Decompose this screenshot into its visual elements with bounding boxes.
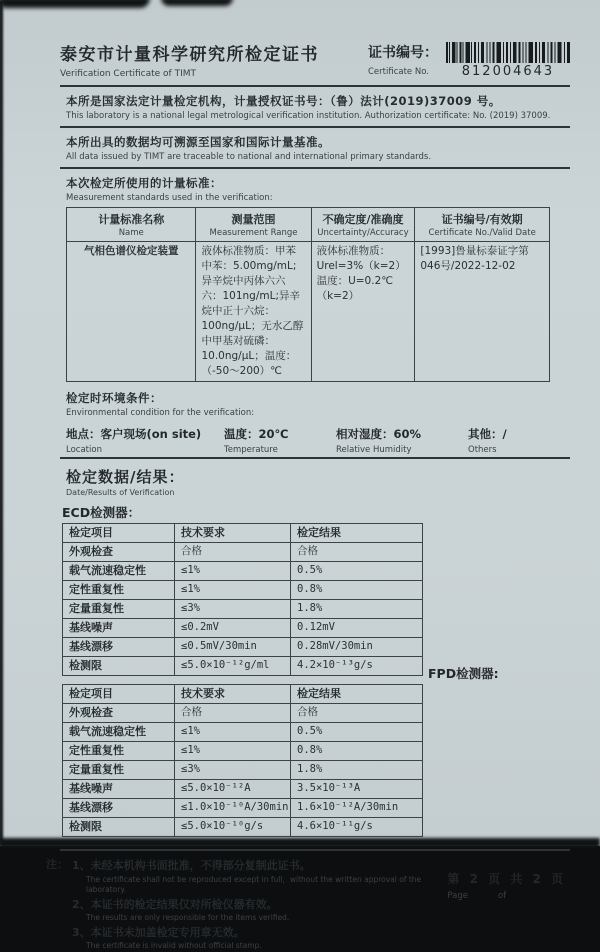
authorization-statement-cn: 本所是国家法定计量检定机构，计量授权证书号：（鲁）法计(2019)37009 号。 bbox=[66, 94, 501, 108]
note-item bbox=[72, 924, 447, 950]
table-row bbox=[63, 543, 423, 562]
barcode-icon bbox=[446, 42, 570, 63]
env-location-label-en: Location bbox=[66, 445, 102, 455]
requirement-cell: ≤5.0×10⁻¹⁰g/s bbox=[175, 818, 291, 837]
header-label-cn: 计量标准名称 bbox=[98, 213, 165, 226]
table-header-cell bbox=[67, 208, 196, 242]
item-cell: 基线噪声 bbox=[63, 780, 175, 799]
footer-notes-section bbox=[46, 856, 570, 952]
result-cell: 1.6×10⁻¹²A/30min bbox=[291, 799, 423, 818]
item-cell: 定性重复性 bbox=[63, 742, 175, 761]
fpd-detector-label: FPD检测器: bbox=[428, 666, 499, 681]
requirement-cell: ≤5.0×10⁻¹²A bbox=[175, 780, 291, 799]
divider bbox=[60, 126, 570, 128]
ecd-results-table bbox=[62, 523, 423, 676]
table-row bbox=[63, 780, 423, 799]
note-cn: 3、本证书未加盖检定专用章无效。 bbox=[72, 926, 245, 939]
env-humidity-value: 相对湿度：60% bbox=[336, 427, 422, 441]
certificate-number-label-cn: 证书编号： bbox=[368, 45, 438, 61]
notes-block bbox=[46, 856, 447, 952]
standards-section-title bbox=[66, 175, 570, 203]
result-cell: 合格 bbox=[291, 704, 423, 723]
table-row bbox=[63, 742, 423, 761]
barcode-block bbox=[446, 42, 570, 79]
result-cell: 0.5% bbox=[291, 723, 423, 742]
requirement-cell: ≤3% bbox=[175, 761, 291, 780]
table-row bbox=[63, 723, 423, 742]
certificate-title-en: Verification Certificate of TIMT bbox=[60, 69, 196, 79]
traceability-statement bbox=[66, 134, 570, 162]
measurement-range-cell: 液体标准物质：甲苯中苯：5.00mg/mL;异辛烷中丙体六六六：101ng/mL;异辛烷中正十六烷：100ng/μL；无水乙醇中甲基对硫磷：10.0ng/μL；温度：（-50～200）℃ bbox=[196, 242, 311, 382]
photo-background-edge bbox=[0, 0, 3, 846]
environment-title-cn: 检定时环境条件： bbox=[66, 391, 162, 405]
authorization-statement bbox=[66, 93, 570, 121]
result-cell: 3.5×10⁻¹³A bbox=[291, 780, 423, 799]
standards-title-cn: 本次检定所使用的计量标准： bbox=[66, 176, 222, 190]
item-cell: 外观检查 bbox=[63, 704, 175, 723]
photo-background-edge bbox=[0, 0, 150, 8]
result-cell: 0.8% bbox=[291, 742, 423, 761]
item-cell: 载气流速稳定性 bbox=[63, 723, 175, 742]
table-header-cell bbox=[196, 208, 311, 242]
table-row bbox=[63, 619, 423, 638]
table-header-row bbox=[63, 524, 423, 543]
env-location bbox=[66, 426, 224, 455]
certificate-title-cn: 泰安市计量科学研究所检定证书 bbox=[60, 45, 319, 65]
env-others bbox=[468, 426, 568, 455]
fpd-results-table bbox=[62, 684, 423, 837]
item-cell: 检测限 bbox=[63, 818, 175, 837]
uncertainty-cell: 液体标准物质：Urel=3%（k=2） 温度：U=0.2℃（k=2） bbox=[311, 242, 415, 382]
ecd-detector-label: ECD检测器： bbox=[62, 505, 141, 520]
traceability-statement-cn: 本所出具的数据均可溯源至国家和国际计量基准。 bbox=[66, 135, 330, 149]
table-header-cell: 技术要求 bbox=[175, 685, 291, 704]
item-cell: 定量重复性 bbox=[63, 600, 175, 619]
note-cn: 1、未经本机构书面批准，不得部分复制此证书。 bbox=[72, 859, 311, 872]
requirement-cell: ≤1% bbox=[175, 581, 291, 600]
item-cell: 基线漂移 bbox=[63, 799, 175, 818]
page-label: Page bbox=[447, 891, 468, 901]
page-number-block bbox=[447, 870, 566, 952]
standard-name-cell: 气相色谱仪检定装置 bbox=[67, 242, 196, 382]
table-row bbox=[63, 562, 423, 581]
header-label-en: Uncertainty/Accuracy bbox=[317, 228, 409, 238]
table-header-row bbox=[63, 685, 423, 704]
env-others-label-en: Others bbox=[468, 445, 497, 455]
result-cell: 1.8% bbox=[291, 600, 423, 619]
notes-label: 注： bbox=[46, 858, 68, 871]
requirement-cell: 合格 bbox=[175, 704, 291, 723]
note-item bbox=[72, 896, 447, 922]
requirement-cell: ≤0.5mV/30min bbox=[175, 638, 291, 657]
env-location-value: 地点：客户现场(on site) bbox=[66, 427, 202, 441]
requirement-cell: ≤1.0×10⁻¹⁰A/30min bbox=[175, 799, 291, 818]
title-block bbox=[60, 40, 319, 79]
table-row bbox=[63, 600, 423, 619]
table-header-cell: 检定结果 bbox=[291, 524, 423, 543]
note-item bbox=[72, 857, 447, 894]
requirement-cell: ≤0.2mV bbox=[175, 619, 291, 638]
result-cell: 4.6×10⁻¹¹g/s bbox=[291, 818, 423, 837]
divider bbox=[60, 457, 570, 459]
item-cell: 定量重复性 bbox=[63, 761, 175, 780]
item-cell: 基线漂移 bbox=[63, 638, 175, 657]
env-temperature-value: 温度：20℃ bbox=[224, 427, 289, 441]
result-cell: 合格 bbox=[291, 543, 423, 562]
table-header-cell: 检定项目 bbox=[63, 524, 175, 543]
page-number-cn: 第 2 页 共 2 页 bbox=[447, 872, 566, 886]
divider bbox=[60, 85, 570, 87]
results-title-cn: 检定数据/结果： bbox=[66, 468, 185, 486]
header-label-cn: 证书编号/有效期 bbox=[441, 213, 523, 226]
certificate-number-block bbox=[368, 42, 570, 79]
requirement-cell: ≤1% bbox=[175, 562, 291, 581]
environment-title-en: Environmental condition for the verification: bbox=[66, 408, 255, 418]
result-cell: 0.5% bbox=[291, 562, 423, 581]
requirement-cell: 合格 bbox=[175, 543, 291, 562]
standard-certificate-cell: [1993]鲁量标泰证字第046号/2022-12-02 bbox=[415, 242, 550, 382]
header-label-en: Measurement Range bbox=[209, 228, 298, 238]
divider bbox=[60, 849, 570, 851]
result-cell: 4.2×10⁻¹³g/s bbox=[291, 657, 423, 676]
env-humidity bbox=[336, 426, 468, 455]
note-en: The results are only responsible for the items verified. bbox=[86, 913, 290, 922]
certificate-number-label-en: Certificate No. bbox=[368, 67, 429, 77]
requirement-cell: ≤1% bbox=[175, 742, 291, 761]
item-cell: 基线噪声 bbox=[63, 619, 175, 638]
certificate-header bbox=[60, 40, 570, 79]
table-row bbox=[63, 761, 423, 780]
table-row bbox=[67, 242, 550, 382]
page-number-en bbox=[447, 891, 566, 901]
header-label-cn: 测量范围 bbox=[231, 213, 276, 226]
env-temperature bbox=[224, 426, 336, 455]
table-header-cell bbox=[311, 208, 415, 242]
result-cell: 0.8% bbox=[291, 581, 423, 600]
measurement-standards-table bbox=[66, 207, 550, 382]
env-temperature-label-en: Temperature bbox=[224, 445, 278, 455]
item-cell: 定性重复性 bbox=[63, 581, 175, 600]
table-header-cell: 技术要求 bbox=[175, 524, 291, 543]
environment-conditions-row bbox=[66, 426, 570, 455]
authorization-statement-en: This laboratory is a national legal metrological verification institution. Authorization certificate: No. (2019) 37009. bbox=[66, 111, 551, 121]
requirement-cell: ≤1% bbox=[175, 723, 291, 742]
result-cell: 1.8% bbox=[291, 761, 423, 780]
result-cell: 0.12mV bbox=[291, 619, 423, 638]
certificate-content bbox=[46, 40, 570, 952]
table-header-cell: 检定项目 bbox=[63, 685, 175, 704]
table-header-cell bbox=[415, 208, 550, 242]
results-title-en: Date/Results of Verification bbox=[66, 488, 175, 497]
result-cell: 0.28mV/30min bbox=[291, 638, 423, 657]
env-humidity-label-en: Relative Humidity bbox=[336, 445, 412, 455]
environment-section-title bbox=[66, 390, 570, 418]
table-row bbox=[63, 581, 423, 600]
table-header-row bbox=[67, 208, 550, 242]
table-row bbox=[63, 799, 423, 818]
photo-background-edge bbox=[161, 0, 233, 6]
table-row bbox=[63, 657, 423, 676]
header-label-en: Certificate No./Valid Date bbox=[428, 228, 536, 238]
note-en: The certificate shall not be reproduced except in full，without the written approval of the laboratory. bbox=[86, 875, 422, 894]
certificate-number-value: 812004643 bbox=[461, 64, 555, 79]
of-label: of bbox=[497, 891, 507, 901]
requirement-cell: ≤5.0×10⁻¹²g/ml bbox=[175, 657, 291, 676]
divider bbox=[60, 167, 570, 169]
header-label-en: Name bbox=[118, 228, 144, 238]
notes-items bbox=[72, 856, 447, 952]
table-row bbox=[63, 818, 423, 837]
item-cell: 外观检查 bbox=[63, 543, 175, 562]
env-others-value: 其他：/ bbox=[468, 427, 507, 441]
item-cell: 载气流速稳定性 bbox=[63, 562, 175, 581]
table-row bbox=[63, 638, 423, 657]
item-cell: 检测限 bbox=[63, 657, 175, 676]
table-header-cell: 检定结果 bbox=[291, 685, 423, 704]
note-cn: 2、本证书的检定结果仅对所检仪器有效。 bbox=[72, 898, 278, 911]
note-en: The certificate is invalid without official stamp. bbox=[86, 941, 262, 950]
certificate-number-labels bbox=[368, 42, 438, 77]
standards-title-en: Measurement standards used in the verification: bbox=[66, 193, 273, 203]
requirement-cell: ≤3% bbox=[175, 600, 291, 619]
header-label-cn: 不确定度/准确度 bbox=[322, 213, 404, 226]
traceability-statement-en: All data issued by TIMT are traceable to national and international primary standards. bbox=[66, 152, 432, 162]
table-row bbox=[63, 704, 423, 723]
